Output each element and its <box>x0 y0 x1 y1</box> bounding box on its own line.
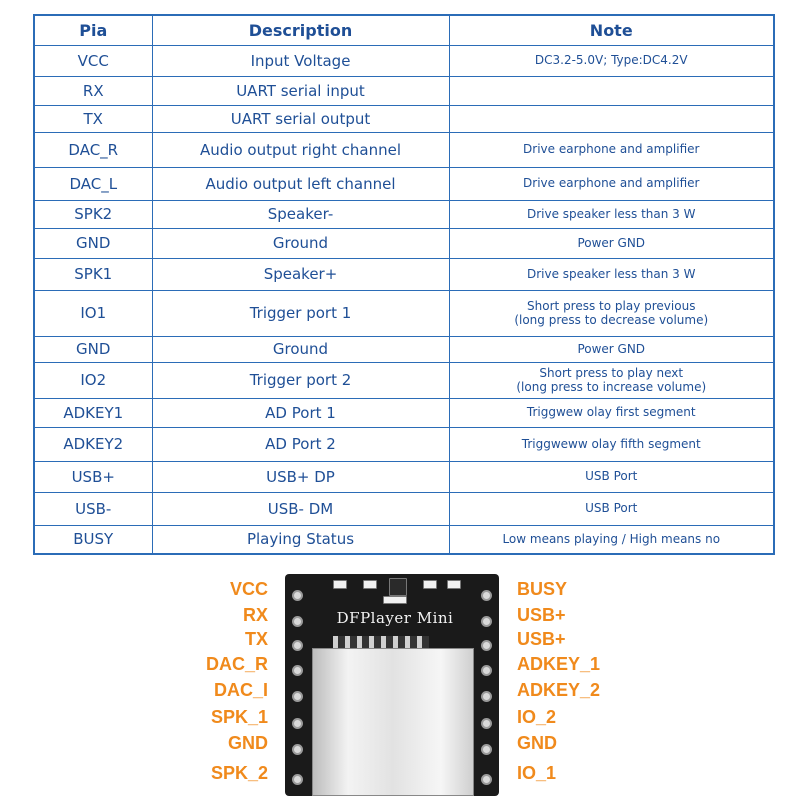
pin-name-cell: BUSY <box>34 526 152 554</box>
note-line: Drive earphone and amplifier <box>523 176 700 191</box>
right-pin-label: USB+ <box>517 605 566 625</box>
table-row <box>34 133 774 168</box>
smd-component <box>447 580 461 589</box>
description-cell: Trigger port 1 <box>152 291 449 337</box>
board-label: DFPlayer Mini <box>336 609 454 627</box>
pin-column-header: Pia <box>34 15 152 46</box>
note-cell <box>449 493 774 526</box>
sd-card-contacts <box>333 636 429 648</box>
pin-description-table <box>33 14 775 555</box>
note-cell <box>449 46 774 77</box>
table-row <box>34 201 774 229</box>
note-cell <box>449 168 774 201</box>
board-pin-pad <box>481 665 492 676</box>
note-cell <box>449 229 774 259</box>
pin-name-cell: USB- <box>34 493 152 526</box>
description-cell: AD Port 1 <box>152 399 449 428</box>
note-cell <box>449 106 774 133</box>
board-pin-pad <box>292 616 303 627</box>
note-cell <box>449 428 774 462</box>
note-line: Low means playing / High means no <box>502 531 721 546</box>
left-pin-label: DAC_R <box>205 654 268 674</box>
smd-component <box>363 580 377 589</box>
board-pin-pad <box>481 691 492 702</box>
table-row <box>34 462 774 493</box>
right-pin-label: IO_2 <box>517 707 557 727</box>
note-cell <box>449 291 774 337</box>
description-cell: USB+ DP <box>152 462 449 493</box>
right-pin-label: ADKEY_2 <box>517 680 601 700</box>
left-pin-label: SPK_1 <box>210 707 268 727</box>
board-pin-pad <box>481 774 492 785</box>
table-header-row <box>34 15 774 46</box>
description-cell: AD Port 2 <box>152 428 449 462</box>
pin-name-cell: RX <box>34 77 152 106</box>
board-pin-pad <box>481 590 492 601</box>
smd-component <box>383 596 407 604</box>
left-pin-label: SPK_2 <box>210 763 268 783</box>
description-cell: Input Voltage <box>152 46 449 77</box>
note-line: Triggweww olay fifth segment <box>521 436 701 451</box>
table-row <box>34 399 774 428</box>
note-cell <box>449 399 774 428</box>
description-cell: Ground <box>152 337 449 363</box>
smd-component <box>389 578 407 596</box>
pin-name-cell: SPK1 <box>34 259 152 291</box>
smd-component <box>333 580 347 589</box>
right-pin-label: USB+ <box>517 629 566 649</box>
description-cell: UART serial output <box>152 106 449 133</box>
description-cell: Ground <box>152 229 449 259</box>
smd-component <box>423 580 437 589</box>
left-pin-label: RX <box>242 605 268 625</box>
board-pin-pad <box>292 665 303 676</box>
board-pin-pad <box>292 744 303 755</box>
pin-name-cell: VCC <box>34 46 152 77</box>
left-pin-label: GND <box>228 733 268 753</box>
description-cell: Playing Status <box>152 526 449 554</box>
description-cell: Audio output right channel <box>152 133 449 168</box>
pin-name-cell: IO2 <box>34 363 152 399</box>
note-cell <box>449 462 774 493</box>
note-line: Power GND <box>577 341 646 356</box>
table-row <box>34 337 774 363</box>
board-pin-pad <box>481 640 492 651</box>
board-pin-pad <box>292 691 303 702</box>
board-pin-pad <box>292 590 303 601</box>
left-pin-label: DAC_I <box>213 680 268 700</box>
dfplayer-mini-board <box>285 574 499 796</box>
right-pin-label: BUSY <box>517 579 568 599</box>
note-cell <box>449 259 774 291</box>
table-row <box>34 526 774 554</box>
description-cell: Trigger port 2 <box>152 363 449 399</box>
description-column-header: Description <box>152 15 449 46</box>
note-line: Drive earphone and amplifier <box>523 142 700 157</box>
board-pin-pad <box>481 718 492 729</box>
note-line: Short press to play next <box>539 366 684 381</box>
note-cell <box>449 337 774 363</box>
note-cell <box>449 526 774 554</box>
note-line: DC3.2-5.0V; Type:DC4.2V <box>534 53 688 68</box>
note-cell <box>449 77 774 106</box>
board-pin-pad <box>481 616 492 627</box>
note-line: Drive speaker less than 3 W <box>527 206 696 221</box>
note-line: Power GND <box>577 235 646 250</box>
sd-card-slot <box>312 648 474 796</box>
table-row <box>34 493 774 526</box>
table-row <box>34 106 774 133</box>
note-line: USB Port <box>585 469 638 484</box>
left-pin-label: VCC <box>229 579 268 599</box>
table-row <box>34 168 774 201</box>
pin-name-cell: ADKEY2 <box>34 428 152 462</box>
right-pin-label: GND <box>517 733 557 753</box>
pin-name-cell: GND <box>34 229 152 259</box>
board-pin-pad <box>292 640 303 651</box>
table-row <box>34 428 774 462</box>
pin-name-cell: DAC_R <box>34 133 152 168</box>
note-column-header: Note <box>449 15 774 46</box>
board-pin-pad <box>292 718 303 729</box>
description-cell: Speaker+ <box>152 259 449 291</box>
note-cell <box>449 133 774 168</box>
note-line: Drive speaker less than 3 W <box>527 266 696 281</box>
table-row <box>34 291 774 337</box>
description-cell: UART serial input <box>152 77 449 106</box>
description-cell: USB- DM <box>152 493 449 526</box>
pin-name-cell: GND <box>34 337 152 363</box>
module-figure <box>0 566 800 800</box>
description-cell: Audio output left channel <box>152 168 449 201</box>
note-line: (long press to increase volume) <box>516 379 707 394</box>
right-pin-label: IO_1 <box>517 763 557 783</box>
table-body <box>34 46 774 554</box>
note-line: (long press to decrease volume) <box>514 312 709 327</box>
note-cell <box>449 201 774 229</box>
pin-name-cell: TX <box>34 106 152 133</box>
note-line: Triggwew olay first segment <box>526 405 696 420</box>
description-cell: Speaker- <box>152 201 449 229</box>
note-cell <box>449 363 774 399</box>
pin-name-cell: SPK2 <box>34 201 152 229</box>
note-line: Short press to play previous <box>527 299 696 314</box>
pin-name-cell: ADKEY1 <box>34 399 152 428</box>
note-line: USB Port <box>585 501 638 516</box>
table-row <box>34 46 774 77</box>
table-row <box>34 77 774 106</box>
pin-name-cell: IO1 <box>34 291 152 337</box>
left-pin-label: TX <box>244 629 268 649</box>
board-pin-pad <box>481 744 492 755</box>
board-pin-pad <box>292 774 303 785</box>
table-row <box>34 229 774 259</box>
right-pin-label: ADKEY_1 <box>517 654 601 674</box>
table-row <box>34 259 774 291</box>
pin-name-cell: DAC_L <box>34 168 152 201</box>
table-row <box>34 363 774 399</box>
pin-name-cell: USB+ <box>34 462 152 493</box>
